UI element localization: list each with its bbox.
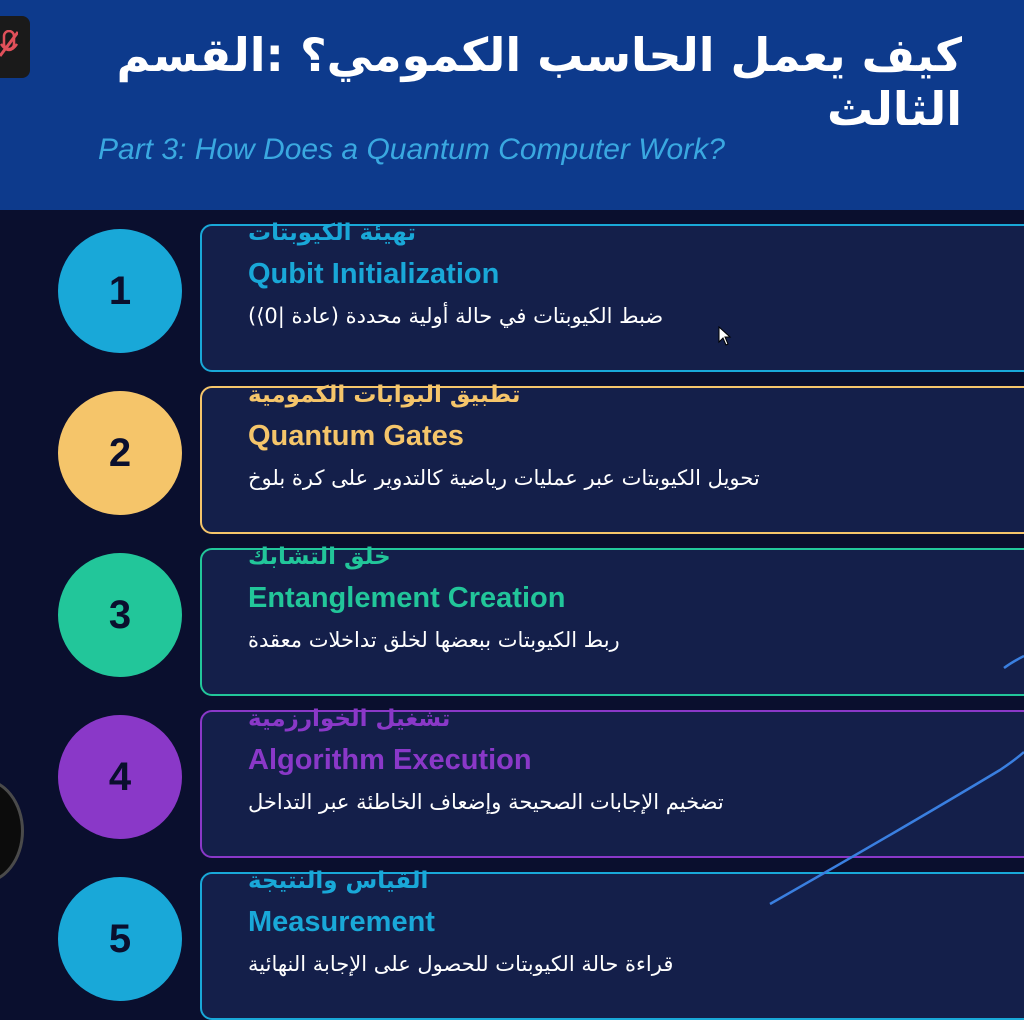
- step-title-arabic: تطبيق البوابات الكمومية: [248, 382, 521, 408]
- step-title-english: Quantum Gates: [248, 420, 464, 452]
- step-title-arabic: تهيئة الكيوبتات: [248, 220, 417, 246]
- mouse-cursor-icon: [718, 326, 732, 346]
- step-title-arabic: القياس والنتيجة: [248, 868, 429, 894]
- step-description: تضخيم الإجابات الصحيحة وإضعاف الخاطئة عبر التداخل: [248, 790, 724, 814]
- step-description: ضبط الكيوبتات في حالة أولية محددة (عادة |0⟩): [248, 304, 664, 328]
- step-number-badge: [58, 877, 182, 1001]
- step-number-badge: [58, 229, 182, 353]
- step-card: [200, 382, 1024, 534]
- step-description: تحويل الكيوبتات عبر عمليات رياضية كالتدوير على كرة بلوخ: [248, 466, 760, 490]
- step-card: [200, 706, 1024, 858]
- step-number: 4: [108, 754, 132, 799]
- step-number: 1: [108, 268, 132, 313]
- step-description: ربط الكيوبتات ببعضها لخلق تداخلات معقدة: [248, 628, 620, 652]
- step-number: 5: [108, 916, 132, 961]
- step-title-arabic: تشغيل الخوارزمية: [248, 706, 451, 732]
- step-title-english: Entanglement Creation: [248, 582, 566, 614]
- mute-button[interactable]: [0, 16, 30, 78]
- step-card: [200, 544, 1024, 696]
- step-number-badge: [58, 715, 182, 839]
- step-title-english: Qubit Initialization: [248, 258, 500, 290]
- step-number-badge: [58, 553, 182, 677]
- step-card: [200, 868, 1024, 1020]
- slide-header: [0, 0, 1024, 210]
- page-subtitle: Part 3: How Does a Quantum Computer Work?: [98, 133, 725, 166]
- page-title: كيف يعمل الحاسب الكمومي؟ :القسم الثالث: [116, 28, 962, 136]
- step-description: قراءة حالة الكيوبتات للحصول على الإجابة النهائية: [248, 952, 674, 976]
- mic-muted-icon: [0, 30, 18, 60]
- step-title-arabic: خلق التشابك: [248, 544, 391, 570]
- camera-bubble[interactable]: [0, 778, 24, 884]
- step-number: 2: [108, 430, 132, 475]
- step-title-english: Algorithm Execution: [248, 744, 532, 776]
- step-number: 3: [108, 592, 132, 637]
- step-card: [200, 220, 1024, 372]
- step-title-english: Measurement: [248, 906, 435, 938]
- step-number-badge: [58, 391, 182, 515]
